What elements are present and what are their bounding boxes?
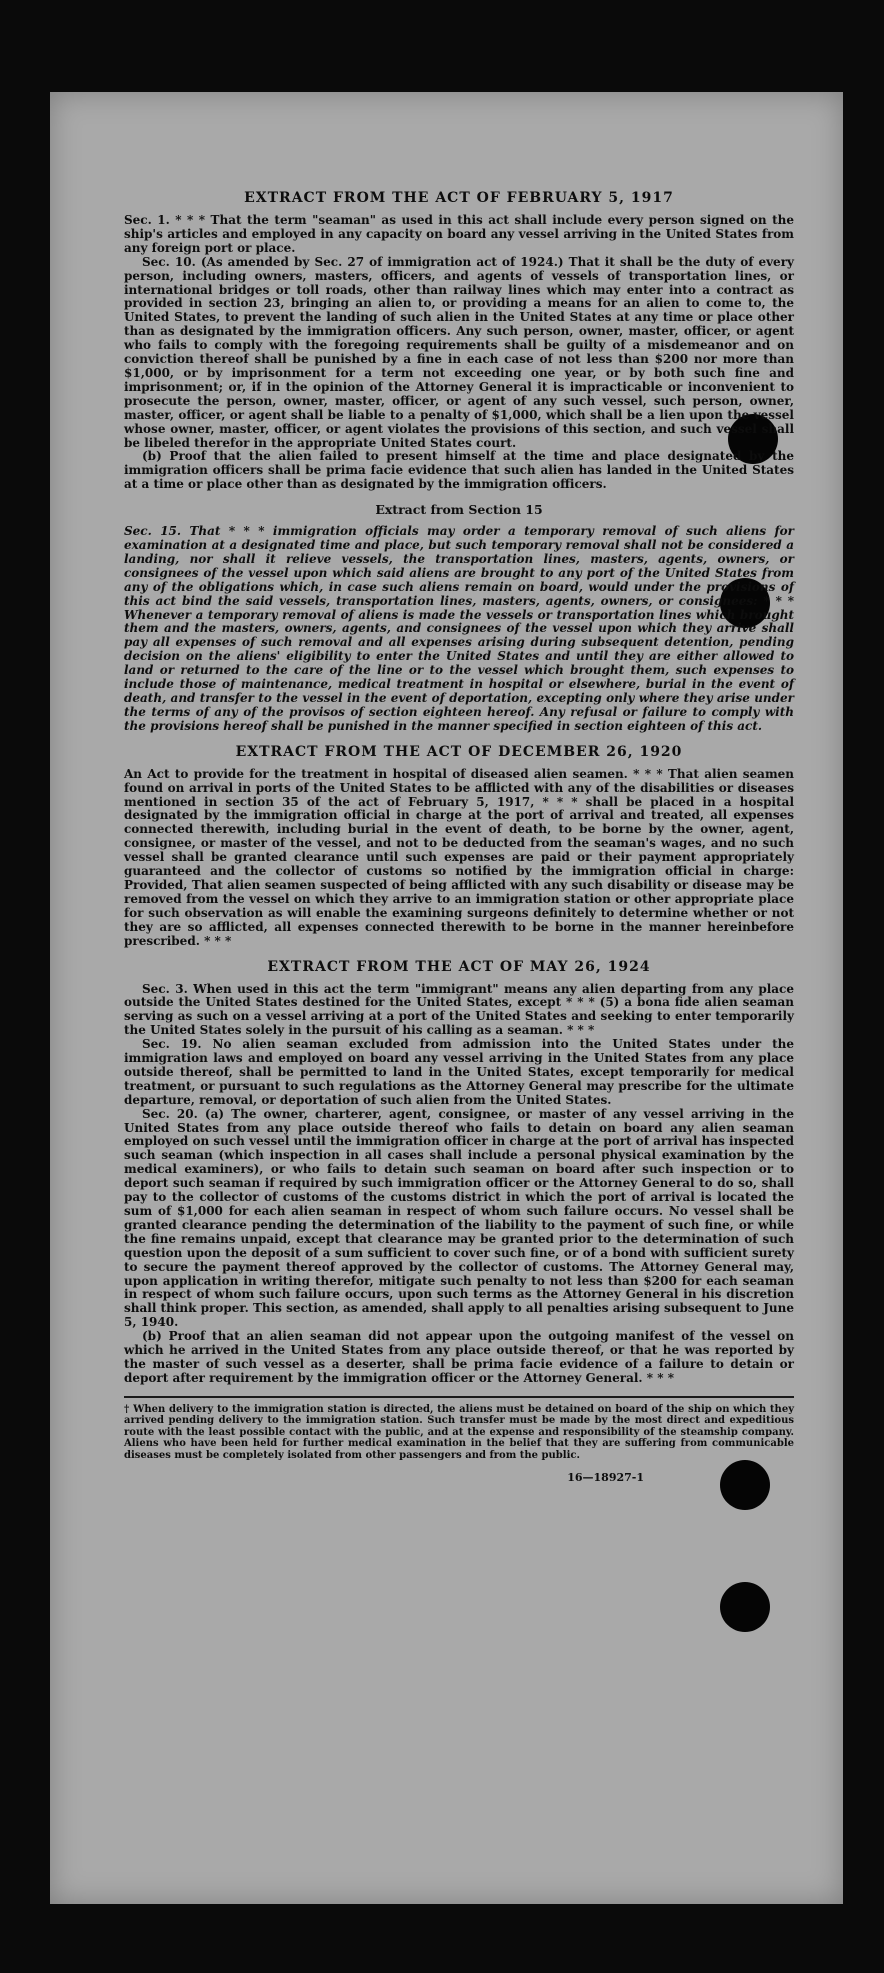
paragraph: Sec. 1. * * * That the term "seaman" as used in this act shall include every person signed on the ship's articles and employed in any capacity on board any vessel arriving in the United States from any foreign port or place. [124, 213, 794, 255]
section-heading: EXTRACT FROM THE ACT OF FEBRUARY 5, 1917 [244, 190, 674, 206]
paragraph: Sec. 20. (a) The owner, charterer, agent, consignee, or master of any vessel arriving in the United States from any place outside thereof who fails to detain on board any alien seaman employed on such vessel until the immigration officer in charge at the port of arrival has inspected such seaman (which inspection in all cases shall include a personal physical examination by the medical examiners), or who fails to detain such seaman on board after such inspection or to deport such seaman if required by such immigration officer or the Attorney General to do so, shall pay to the collector of customs of the customs district in which the port of arrival is located the sum of $1,000 for each alien seaman in respect of whom such failure occurs. No vessel shall be granted clearance pending the determination of the liability to the payment of such fine, or while the fine remains unpaid, except that clearance may be granted prior to the determination of such question upon the deposit of a sum sufficient to cover such fine, or of a bond with sufficient surety to secure the payment thereof approved by the collector of customs. The Attorney General may, upon application in writing therefor, mitigate such penalty to not less than $200 for each seaman in respect of whom such failure occurs, upon such terms as the Attorney General in his discretion shall think proper. This section, as amended, shall apply to all penalties arising subsequent to June 5, 1940. [124, 1106, 794, 1330]
footnote: † When delivery to the immigration station is directed, the aliens must be detained on board of the ship on which they arrived pending delivery to the immigration station. Such transfer must be made by the most direct and expeditious route with the least possible contact with the public, and at the expense and responsibility of the steamship company. Aliens who have been held for further medical examination in the belief that they are suffering from communicable diseases must be completely isolated from other passengers and from the public. [124, 1403, 794, 1461]
section-heading: EXTRACT FROM THE ACT OF DECEMBER 26, 1920 [235, 743, 683, 760]
paragraph: Sec. 3. When used in this act the term "immigrant" means any alien departing from any place outside the United States destined for the United States, except * * * (5) a bona fide alien seaman serving as such on a vessel arriving at a port of the United States and seeking to enter temporarily the United States solely in the pursuit of his calling as a seaman. * * * [124, 981, 794, 1038]
section-heading: EXTRACT FROM THE ACT OF MAY 26, 1924 [267, 958, 651, 975]
paragraph: Sec. 10. (As amended by Sec. 27 of immigration act of 1924.) That it shall be the duty of every person, including owners, masters, officers, and agents of vessels of transportation lines, or international bridges or toll roads, other than railway lines which may enter into a contract as provided in section 23, bringing an alien to, or providing a means for an alien to come to, the United States, to prevent the landing of such alien in the United States at any time or place other than as designated by the immigration officers. Any such person, owner, master, officer, or agent who fails to comply with the foregoing requirements shall be guilty of a misdemeanor and on conviction thereof shall be punished by a fine in each case of not less than $200 nor more than $1,000, or by imprisonment for a term not exceeding one year, or by both such fine and imprisonment; or, if in the opinion of the Attorney General it is impracticable or inconvenient to prosecute the person, owner, master, officer, or agent of any such vessel, such person, owner, master, officer, or agent shall be liable to a penalty of $1,000, which shall be a lien upon the vessel whose owner, master, officer, or agent violates the provisions of this section, and such vessel shall be libeled therefor in the appropriate United States court. [124, 254, 794, 450]
paragraph: (b) Proof that the alien failed to present himself at the time and place designated by the immigration officers shall be prima facie evidence that such alien has landed in the United States at a time or place other than as designated by the immigration officers. [124, 449, 794, 492]
paragraph: An Act to provide for the treatment in hospital of diseased alien seamen. * * * That alien seamen found on arrival in ports of the United States to be afflicted with any of the disabilities or diseases mentioned in section 35 of the act of February 5, 1917, * * * shall be placed in a hospital designated by the immigration official in charge at the port of arrival and treated, all expenses connected therewith, including burial in the event of death, to be borne by the owner, agent, consignee, or master of the vessel, and not to be deducted from the seaman's wages, and no such vessel shall be granted clearance until such expenses are paid or their payment appropriately guaranteed and the collector of customs so notified by the immigration official in charge: Provided, That alien seamen suspected of being afflicted with any such disability or disease may be removed from the vessel on which they arrive to an immigration station or other appropriate place for such observation as will enable the examining surgeons definitely to determine whether or not they are so afflicted, all expenses connected therewith to be borne in the manner hereinbefore prescribed. * * * [124, 766, 794, 948]
section-act-1920 [124, 744, 794, 949]
paragraph: (b) Proof that an alien seaman did not appear upon the outgoing manifest of the vessel on which he arrived in the United States from any place outside thereof, or that he was reported by the master of such vessel as a deserter, shall be prima facie evidence of a failure to detain or deport after requirement by the immigration officer or the Attorney General. * * * [124, 1329, 794, 1385]
section-extract-15 [124, 502, 794, 734]
paragraph: Sec. 19. No alien seaman excluded from admission into the United States under the immigration laws and employed on board any vessel arriving in the United States from any place outside thereof, shall be permitted to land in the United States, except temporarily for medical treatment, or pursuant to such regulations as the Attorney General may prescribe for the ultimate departure, removal, or deportation of such alien from the United States. [124, 1037, 794, 1107]
form-number: 16—18927-1 [567, 1471, 644, 1485]
footnote-divider [124, 1396, 794, 1398]
section-act-1917 [124, 190, 794, 492]
section-act-1924 [124, 959, 794, 1386]
paragraph: Sec. 15. That * * * immigration officials may order a temporary removal of such aliens for examination at a designated time and place, but such temporary removal shall not be considered a landing, nor shall it relieve vessels, the transportation lines, masters, agents, owners, or consignees of the vessel upon which said aliens are brought to any port of the United States from any of the obligations which, in case such aliens remain on board, would under the provisions of this act bind the said vessels, transportation lines, masters, agents, owners, or consignees: * * * Whenever a temporary removal of aliens is made the vessels or transportation lines which brought them and the masters, owners, agents, and consignees of the vessel upon which they arrive shall pay all expenses of such removal and all expenses arising during subsequent detention, pending decision on the aliens' eligibility to enter the United States and until they are either allowed to land or returned to the care of the line or to the vessel which brought them, such expenses to include those of maintenance, medical treatment in hospital or elsewhere, burial in the event of death, and transfer to the vessel in the event of deportation, excepting only where they arise under the terms of any of the provisos of section eighteen hereof. Any refusal or failure to comply with the provisions hereof shall be punished in the manner specified in section eighteen of this act. [124, 524, 794, 733]
section-subheading: Extract from Section 15 [375, 502, 543, 518]
document-page [50, 92, 843, 1904]
punch-hole [720, 1582, 770, 1632]
document-body [124, 190, 794, 1484]
